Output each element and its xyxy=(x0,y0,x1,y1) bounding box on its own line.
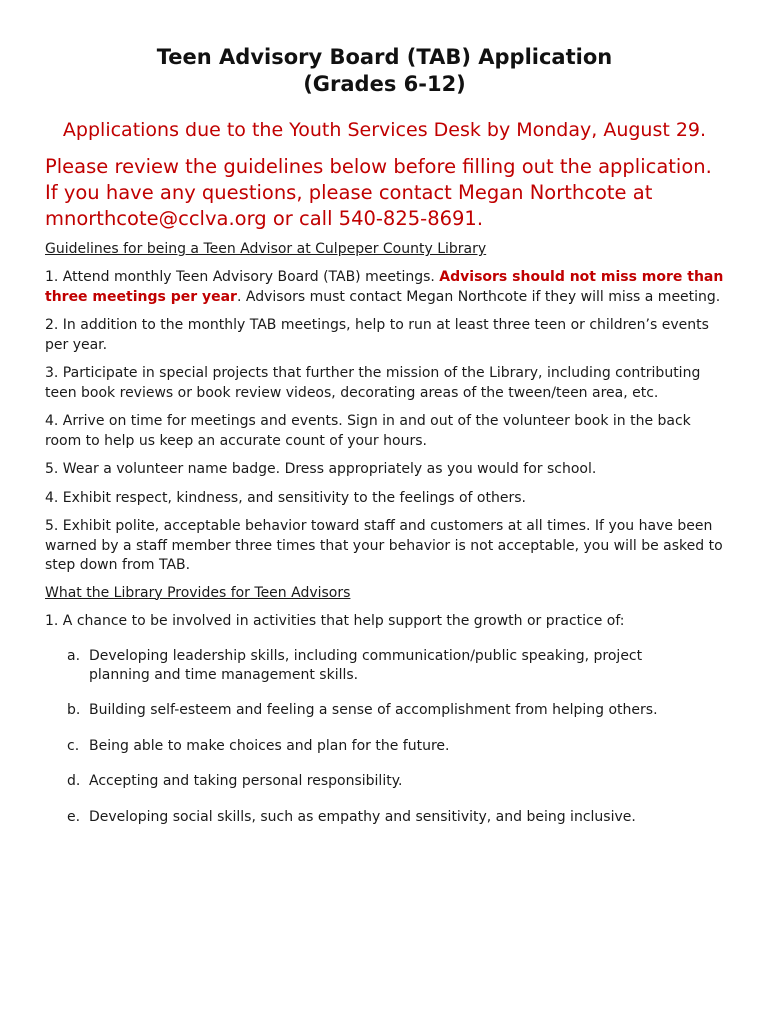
due-notice: Applications due to the Youth Services Desk by Monday, August 29. xyxy=(62,119,707,141)
list-marker: b. xyxy=(67,702,81,718)
title-line-2: (Grades 6-12) xyxy=(303,72,466,96)
list-item xyxy=(45,808,724,827)
review-notice: Please review the guidelines below before filling out the application. If you have any questions, please contact Megan Northcote at mnorthcote@cclva.org or call 540-825-8691. xyxy=(45,155,712,230)
guidelines-heading: Guidelines for being a Teen Advisor at Culpeper County Library xyxy=(45,241,487,257)
list-item-text: Developing leadership skills, including communication/public speaking, project planning and time management skills. xyxy=(89,648,643,683)
list-item xyxy=(45,647,724,684)
list-marker: d. xyxy=(67,773,81,789)
list-item xyxy=(45,701,724,720)
list-item-text: Being able to make choices and plan for the future. xyxy=(89,737,450,754)
guideline-item: 5. Exhibit polite, acceptable behavior toward staff and customers at all times. If you have been warned by a staff member three times that your behavior is not acceptable, you will be asked to step down from TAB. xyxy=(45,518,723,573)
provides-list xyxy=(45,647,724,826)
list-marker: e. xyxy=(67,808,81,825)
title-line-1: Teen Advisory Board (TAB) Application xyxy=(156,45,613,69)
list-item xyxy=(45,737,724,756)
guideline-1-prefix: 1. Attend monthly Teen Advisory Board (TAB) meetings. xyxy=(45,269,440,285)
provides-heading: What the Library Provides for Teen Advisors xyxy=(45,584,351,601)
guideline-1-emphasis: Advisors should not miss more than three meetings per year xyxy=(45,269,724,305)
list-item xyxy=(45,772,724,791)
guideline-item: 4. Exhibit respect, kindness, and sensitivity to the feelings of others. xyxy=(45,489,526,506)
list-marker: c. xyxy=(67,737,80,754)
provides-intro: 1. A chance to be involved in activities that help support the growth or practice of: xyxy=(45,612,625,629)
guideline-item: 5. Wear a volunteer name badge. Dress appropriately as you would for school. xyxy=(45,461,597,477)
list-item-text: Developing social skills, such as empathy and sensitivity, and being inclusive. xyxy=(89,808,636,825)
list-item-text: Building self-esteem and feeling a sense of accomplishment from helping others. xyxy=(89,702,658,718)
guideline-item: 4. Arrive on time for meetings and events. Sign in and out of the volunteer book in the back room to help us keep an accurate count of your hours. xyxy=(45,413,691,449)
guideline-item: 3. Participate in special projects that further the mission of the Library, including contributing teen book reviews or book review videos, decorating areas of the tween/teen area, etc. xyxy=(45,365,701,401)
guideline-item: 2. In addition to the monthly TAB meetings, help to run at least three teen or children’s events per year. xyxy=(45,317,709,353)
guideline-item xyxy=(45,268,724,307)
guideline-1-suffix: . Advisors must contact Megan Northcote if they will miss a meeting. xyxy=(236,288,721,305)
document-title xyxy=(45,44,724,98)
list-marker: a. xyxy=(67,648,81,664)
list-item-text: Accepting and taking personal responsibility. xyxy=(89,773,403,789)
